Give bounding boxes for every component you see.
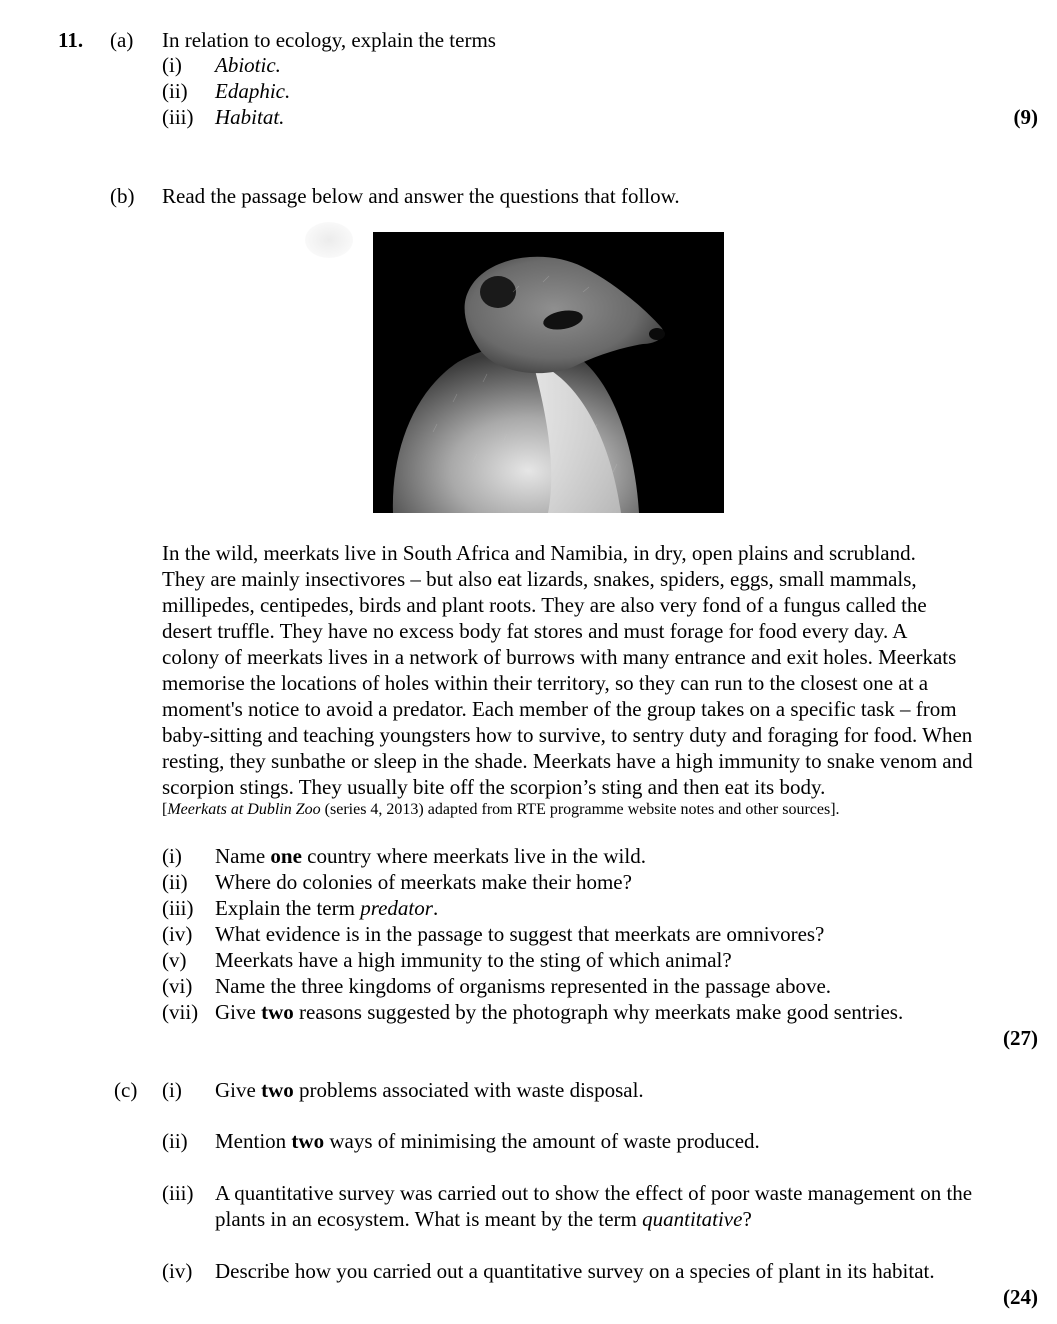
part-b-q-num: (ii) bbox=[162, 870, 188, 894]
part-b-q-text: What evidence is in the passage to suggest that meerkats are omnivores? bbox=[215, 922, 825, 946]
part-b-q-text: Name the three kingdoms of organisms represented in the passage above. bbox=[215, 974, 832, 998]
part-b-q-num: (iv) bbox=[162, 922, 193, 946]
part-a-item-term: Edaphic. bbox=[215, 79, 291, 103]
scan-smudge bbox=[305, 222, 353, 258]
part-b-marks: (27) bbox=[1003, 1026, 1038, 1050]
part-a-stem: In relation to ecology, explain the terms bbox=[162, 28, 496, 52]
part-a-marks: (9) bbox=[1013, 105, 1038, 129]
source-title: Meerkats at Dublin Zoo bbox=[167, 801, 321, 818]
part-b-q-num: (vii) bbox=[162, 1000, 199, 1024]
passage-line: baby-sitting and teaching youngsters how to survive, to sentry duty and foraging for food. When bbox=[162, 723, 973, 747]
part-b-q-num: (vi) bbox=[162, 974, 193, 998]
part-c-item-num: (iii) bbox=[162, 1181, 194, 1205]
part-b-q-text: Meerkats have a high immunity to the sting of which animal? bbox=[215, 948, 732, 972]
passage-line: memorise the locations of holes within their territory, so they can run to the closest one at a bbox=[162, 671, 929, 695]
passage-line: resting, they sunbathe or sleep in the shade. Meerkats have a high immunity to snake venom and bbox=[162, 749, 973, 773]
part-a-label: (a) bbox=[110, 28, 134, 52]
passage-line: desert truffle. They have no excess body fat stores and must forage for food every day. A bbox=[162, 619, 908, 643]
part-a-item-num: (iii) bbox=[162, 105, 194, 129]
meerkat-ear bbox=[480, 276, 516, 308]
part-b-q-num: (v) bbox=[162, 948, 187, 972]
passage-line: moment's notice to avoid a predator. Each member of the group takes on a specific task – from bbox=[162, 697, 957, 721]
passage-line: scorpion stings. They usually bite off the scorpion’s sting and then eat its body. bbox=[162, 775, 826, 799]
part-c-item-text: Give two problems associated with waste disposal. bbox=[215, 1078, 644, 1102]
passage bbox=[162, 540, 1042, 820]
part-c-item-text-cont: plants in an ecosystem. What is meant by the term quantitative? bbox=[215, 1207, 752, 1231]
part-b-q-text: Where do colonies of meerkats make their home? bbox=[215, 870, 632, 894]
part-b-label: (b) bbox=[110, 184, 135, 208]
meerkat-photo bbox=[373, 232, 724, 513]
part-c-item-text: A quantitative survey was carried out to show the effect of poor waste management on the bbox=[215, 1181, 973, 1205]
part-b-q-text: Explain the term predator. bbox=[215, 896, 439, 920]
part-c-item-text: Mention two ways of minimising the amount of waste produced. bbox=[215, 1129, 760, 1153]
part-b-stem: Read the passage below and answer the questions that follow. bbox=[162, 184, 680, 208]
part-c-marks: (24) bbox=[1003, 1285, 1038, 1309]
passage-line: They are mainly insectivores – but also eat lizards, snakes, spiders, eggs, small mammals, bbox=[162, 567, 917, 591]
part-a-item-num: (ii) bbox=[162, 79, 188, 103]
passage-line: colony of meerkats lives in a network of burrows with many entrance and exit holes. Meerkats bbox=[162, 645, 957, 669]
part-b-q-text: Give two reasons suggested by the photograph why meerkats make good sentries. bbox=[215, 1000, 904, 1024]
part-a-item-term: Abiotic. bbox=[215, 53, 281, 77]
part-c-item-num: (iv) bbox=[162, 1259, 193, 1283]
part-c-item-text: Describe how you carried out a quantitative survey on a species of plant in its habitat. bbox=[215, 1259, 935, 1283]
passage-line: In the wild, meerkats live in South Africa and Namibia, in dry, open plains and scrubland. bbox=[162, 541, 916, 565]
part-a-item-term: Habitat. bbox=[215, 105, 285, 129]
passage-line: millipedes, centipedes, birds and plant roots. They are also very fond of a fungus called the bbox=[162, 593, 927, 617]
part-c-item-num: (ii) bbox=[162, 1129, 188, 1153]
part-c-item-num: (i) bbox=[162, 1078, 182, 1102]
question-number: 11. bbox=[58, 28, 84, 52]
part-b-q-num: (iii) bbox=[162, 896, 194, 920]
part-c-label: (c) bbox=[114, 1078, 138, 1102]
part-b-q-num: (i) bbox=[162, 844, 182, 868]
passage-source: [Meerkats at Dublin Zoo (series 4, 2013) adapted from RTE programme website notes and other sources]. bbox=[162, 801, 840, 818]
part-a-item-num: (i) bbox=[162, 53, 182, 77]
meerkat-nose bbox=[649, 328, 665, 340]
part-b-q-text: Name one country where meerkats live in the wild. bbox=[215, 844, 646, 868]
